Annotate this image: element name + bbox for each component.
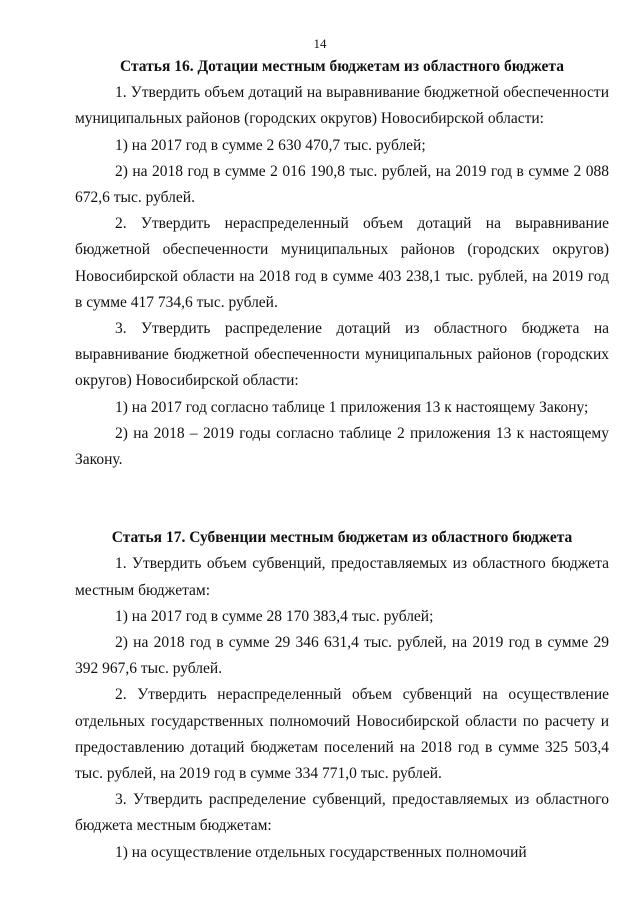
paragraph: 2. Утвердить нераспределенный объем дотаций на выравнивание бюджетной обеспеченности муниципальных районов (городских округов) Новосибирской области на 2018 год в сумме 403 238,1 тыс. рублей, на 2019 год в сумме 417 734,6 тыс. рублей. (75, 215, 609, 311)
paragraph: 1) на осуществление отдельных государственных полномочий (115, 843, 527, 861)
section-gap (75, 499, 609, 525)
article-heading: Статья 17. Субвенции местным бюджетам из областного бюджета (111, 529, 573, 547)
paragraph: 2. Утвердить нераспределенный объем субвенций на осуществление отдельных государственных полномочий Новосибирской области по расчету и предоставлению дотаций бюджетам поселений на 2018 год в сумме 325 503,4 тыс. рублей, на 2019 год в сумме 334 771,0 тыс. рублей. (75, 686, 609, 783)
paragraph: 2) на 2018 год в сумме 2 016 190,8 тыс. рублей, на 2019 год в сумме 2 088 672,6 тыс. рублей. (75, 162, 609, 207)
paragraph: 1. Утвердить объем дотаций на выравнивание бюджетной обеспеченности муниципальных районов (городских округов) Новосибирской области: (75, 84, 609, 128)
article-heading: Статья 16. Дотации местным бюджетам из областного бюджета (120, 58, 564, 75)
article-16 (75, 54, 609, 473)
paragraph: 1) на 2017 год в сумме 2 630 470,7 тыс. рублей; (115, 136, 426, 154)
paragraph: 1. Утвердить объем субвенций, предоставляемых из областного бюджета местным бюджетам: (75, 555, 609, 599)
section-gap (75, 473, 609, 499)
page-number: 14 (313, 36, 327, 51)
paragraph: 3. Утвердить распределение субвенций, предоставляемых из областного бюджета местным бюджетам: (75, 791, 609, 835)
document-body (75, 54, 609, 866)
paragraph: 3. Утвердить распределение дотаций из областного бюджета на выравнивание бюджетной обеспеченности муниципальных районов (городских округов) Новосибирской области: (75, 320, 609, 390)
paragraph: 1) на 2017 год в сумме 28 170 383,4 тыс. рублей; (115, 607, 434, 625)
article-17 (75, 525, 609, 866)
paragraph: 1) на 2017 год согласно таблице 1 приложения 13 к настоящему Закону; (115, 398, 589, 416)
paragraph: 2) на 2018 год в сумме 29 346 631,4 тыс. рублей, на 2019 год в сумме 29 392 967,6 тыс. рублей. (75, 634, 609, 678)
paragraph: 2) на 2018 – 2019 годы согласно таблице 2 приложения 13 к настоящему Закону. (75, 424, 609, 469)
